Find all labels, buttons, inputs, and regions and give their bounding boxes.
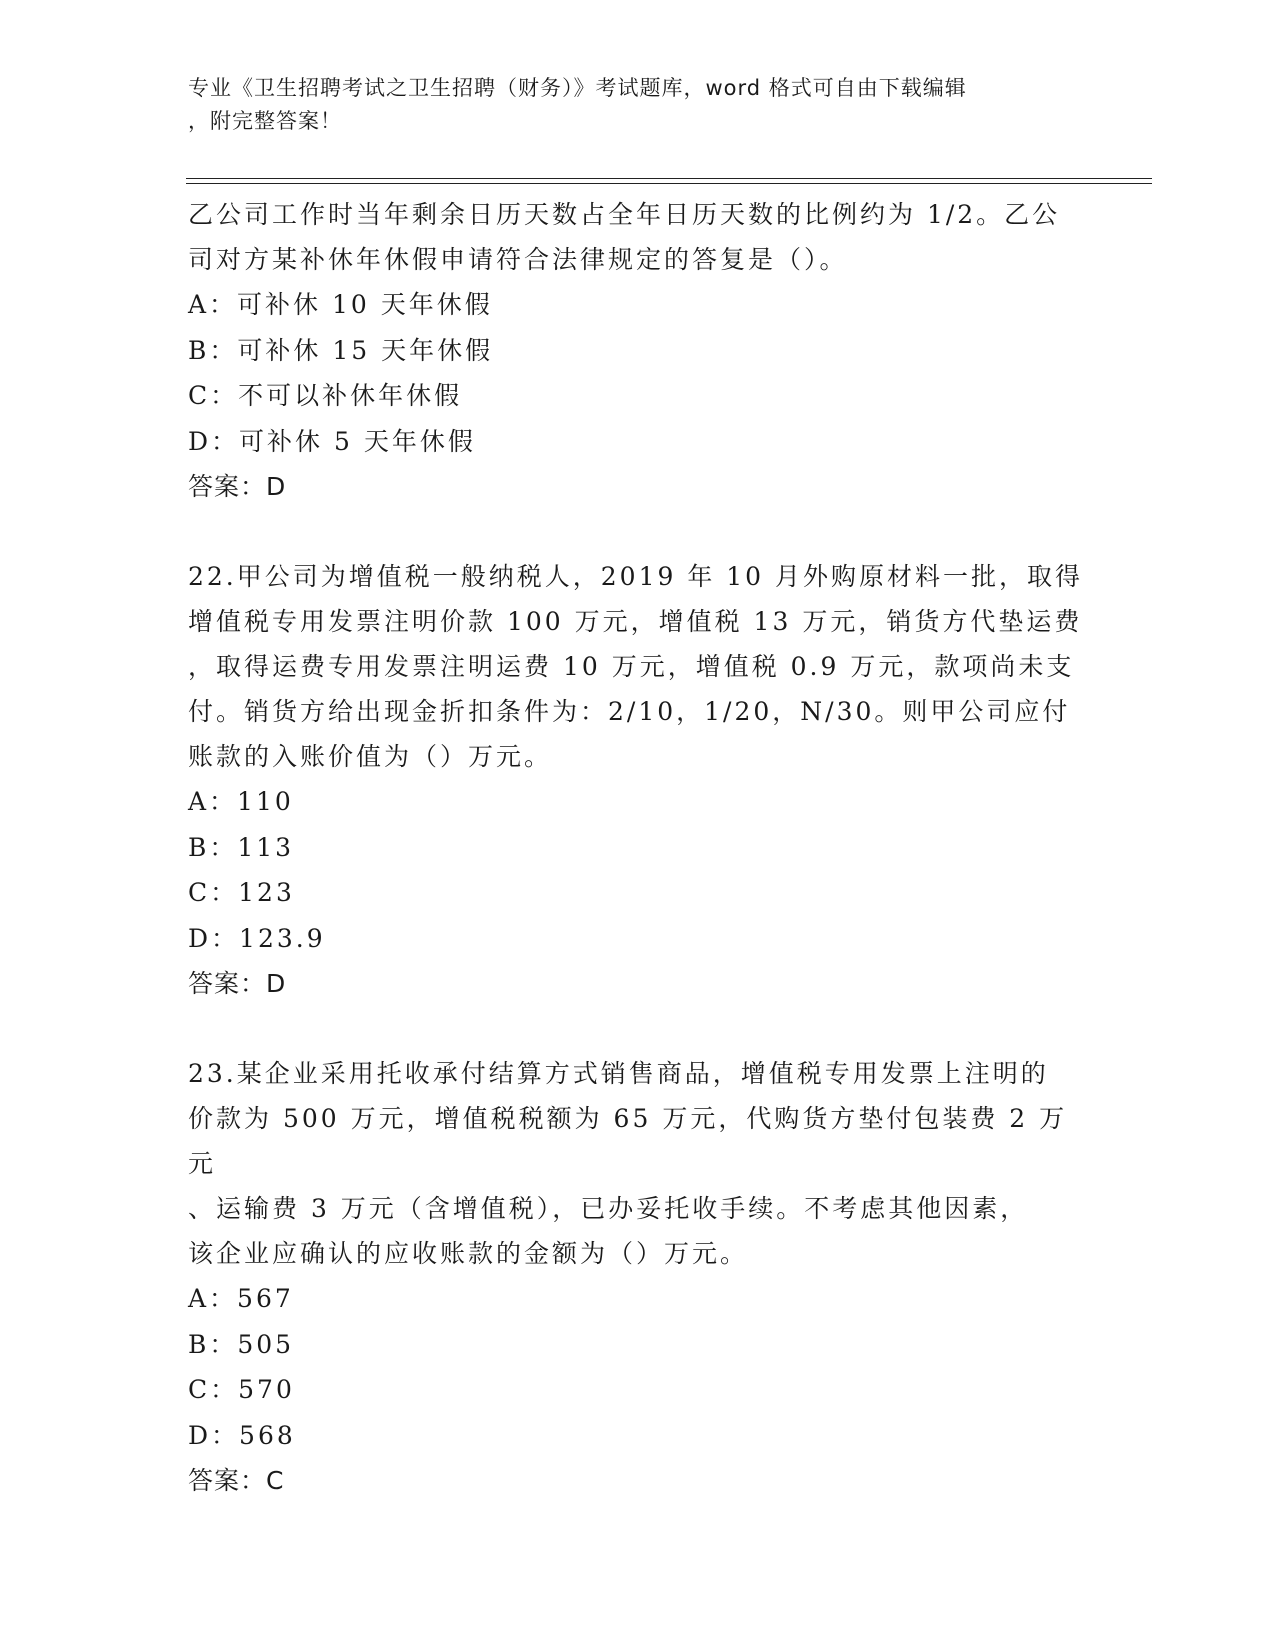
option-a: A：567 (188, 1284, 294, 1313)
document-header (188, 72, 1068, 138)
question-text-line: 23.某企业采用托收承付结算方式销售商品，增值税专用发票上注明的 (188, 1059, 1049, 1088)
answer-line: 答案：C (188, 1466, 285, 1495)
header-divider-bottom (186, 183, 1152, 184)
option-c: C：不可以补休年休假 (188, 381, 463, 410)
question-text-line: 账款的入账价值为（）万元。 (188, 742, 553, 771)
option-c: C：570 (188, 1375, 295, 1404)
option-a: A：可补休 10 天年休假 (188, 290, 493, 319)
answer-line: 答案：D (188, 969, 287, 998)
question-text-line: 付。销货方给出现金折扣条件为：2/10，1/20，N/30。则甲公司应付 (188, 697, 1071, 726)
question-text-line: 司对方某补休年休假申请符合法律规定的答复是（）。 (188, 245, 848, 274)
question-block (188, 192, 1088, 509)
question-text-line: ，取得运费专用发票注明运费 10 万元，增值税 0.9 万元，款项尚未支 (188, 652, 1075, 681)
header-line-2: ，附完整答案！ (188, 109, 342, 133)
question-text-line: 该企业应确认的应收账款的金额为（）万元。 (188, 1239, 749, 1268)
option-d: D：568 (188, 1420, 296, 1450)
header-divider-top (186, 178, 1152, 179)
question-text-line: 乙公司工作时当年剩余日历天数占全年日历天数的比例约为 1/2。乙公 (188, 200, 1061, 229)
question-text-line: 价款为 500 万元，增值税税额为 65 万元，代购货方垫付包装费 2 万元 (188, 1104, 1068, 1178)
option-d: D：可补休 5 天年休假 (188, 426, 476, 456)
question-block (188, 554, 1088, 1006)
header-line-1: 专业《卫生招聘考试之卫生招聘（财务）》考试题库，word 格式可自由下载编辑 (188, 76, 967, 100)
answer-line: 答案：D (188, 472, 287, 501)
question-text-line: 、运输费 3 万元（含增值税），已办妥托收手续。不考虑其他因素， (188, 1194, 1029, 1223)
question-text-line: 22.甲公司为增值税一般纳税人，2019 年 10 月外购原材料一批，取得 (188, 562, 1084, 591)
option-a: A：110 (188, 787, 294, 816)
option-c: C：123 (188, 878, 295, 907)
option-b: B：505 (188, 1329, 295, 1359)
option-b: B：113 (188, 832, 295, 862)
question-list (188, 192, 1088, 1503)
option-d: D：123.9 (188, 923, 326, 953)
option-b: B：可补休 15 天年休假 (188, 335, 494, 365)
question-text-line: 增值税专用发票注明价款 100 万元，增值税 13 万元，销货方代垫运费 (188, 607, 1083, 636)
question-block (188, 1051, 1088, 1503)
